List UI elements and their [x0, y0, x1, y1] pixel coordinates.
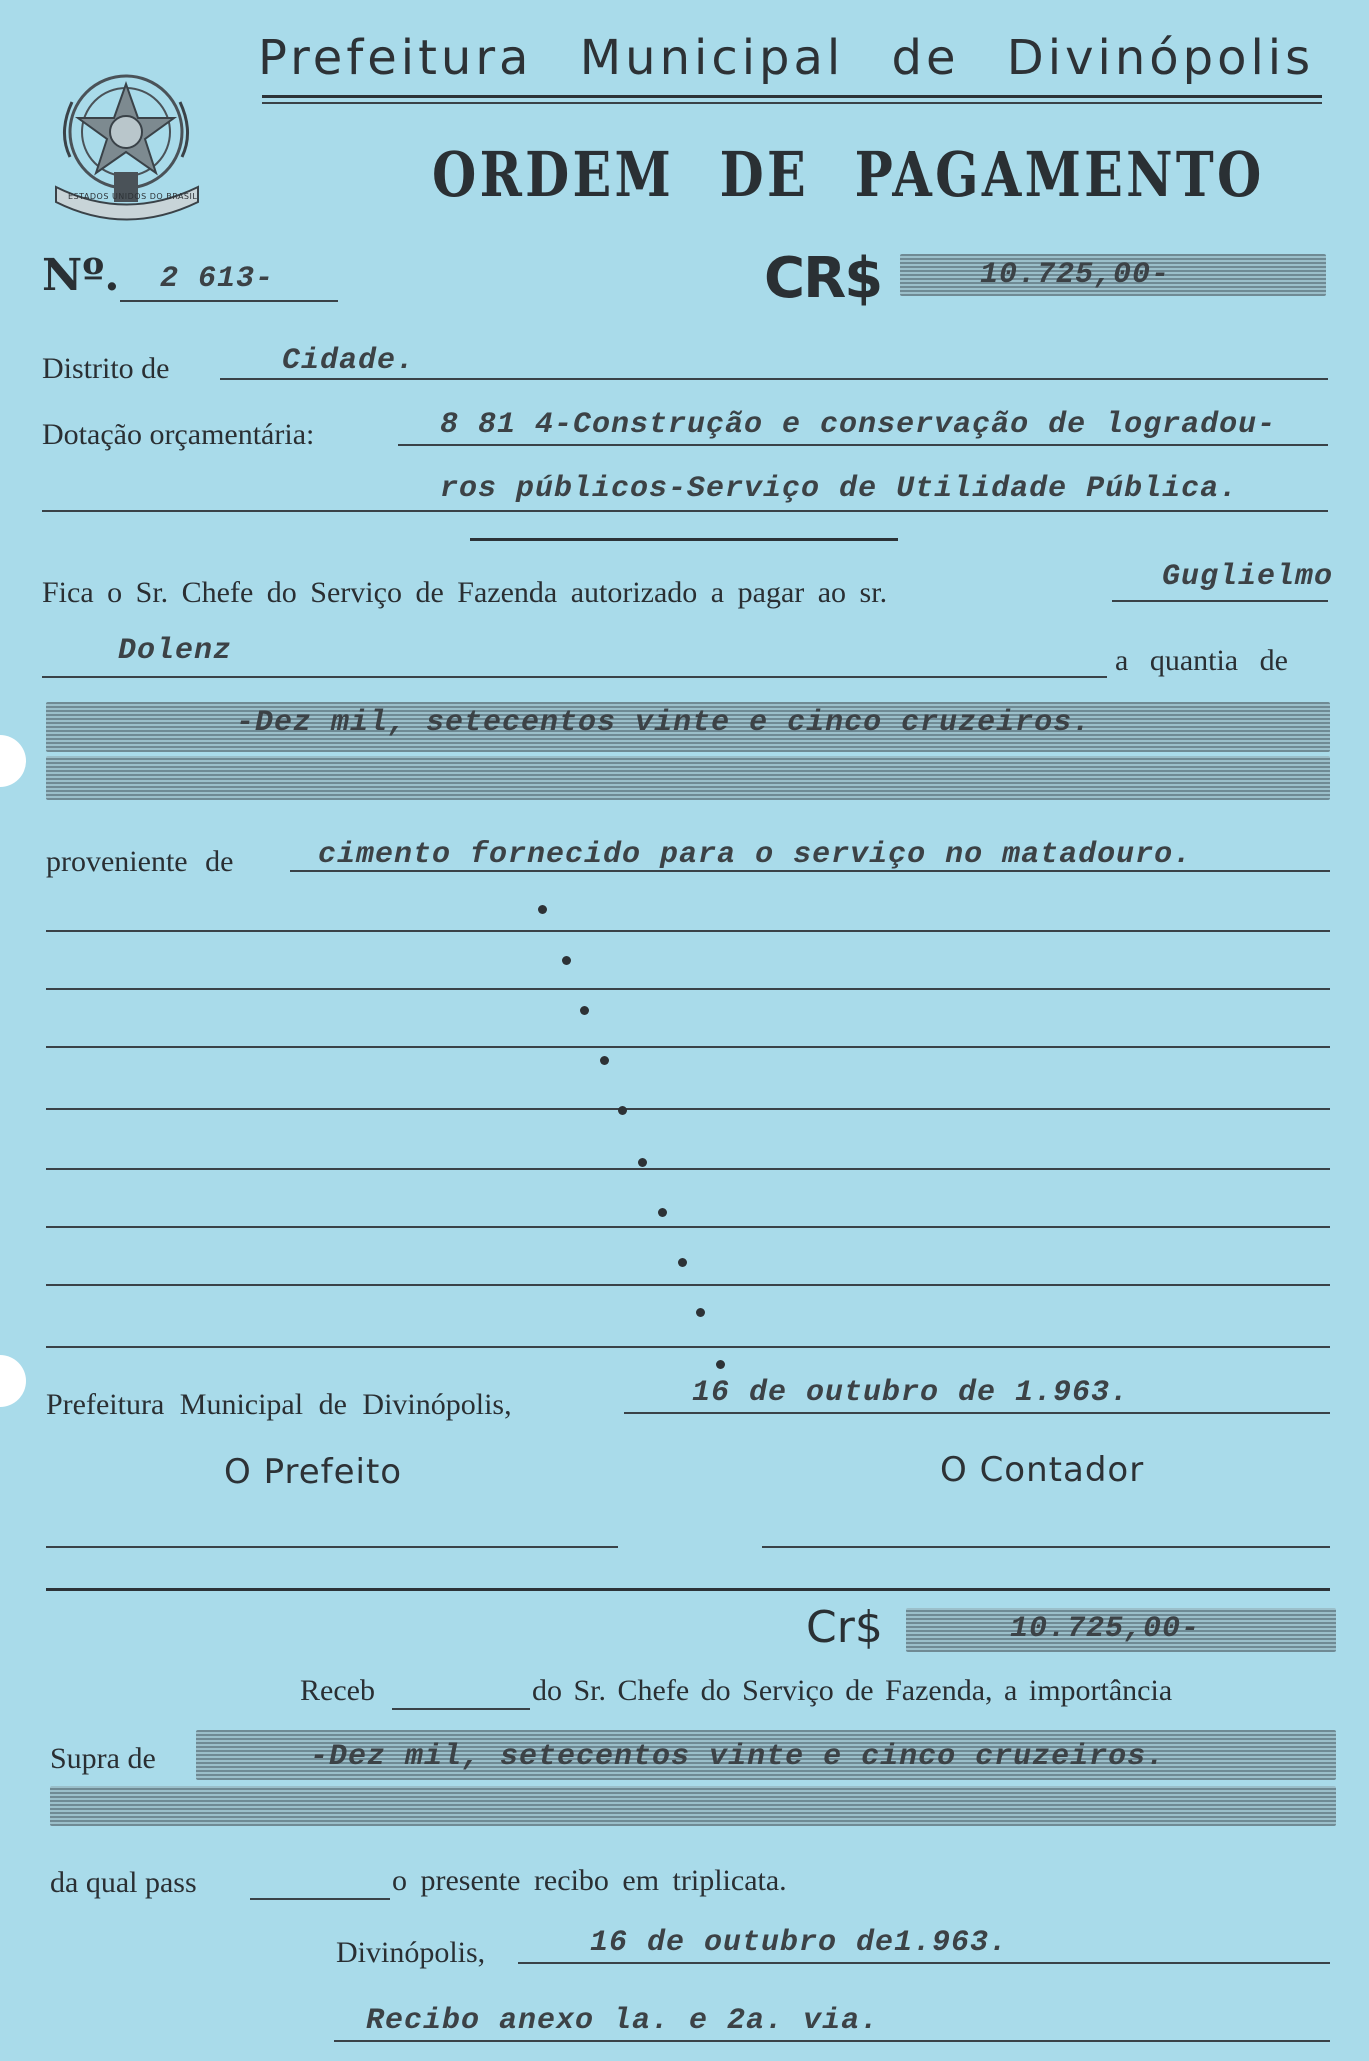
district-line — [220, 378, 1328, 380]
received-prefix: Receb — [300, 1674, 375, 1707]
receipt-date: 16 de outubro de1.963. — [590, 1926, 1009, 1960]
order-amount: 10.725,00- — [980, 258, 1171, 292]
receipt-date-line — [518, 1962, 1330, 1964]
blank-line — [46, 1226, 1330, 1228]
punch-hole — [0, 735, 26, 787]
currency-label: CR$ — [764, 246, 882, 311]
payee-first-name: Guglielmo — [1162, 560, 1334, 594]
receipt-amount: 10.725,00- — [1010, 1612, 1201, 1646]
receipt-note-line — [334, 2040, 1330, 2042]
coat-of-arms-seal — [48, 62, 208, 232]
order-number-label: Nº. — [42, 250, 120, 301]
blank-line — [46, 930, 1330, 932]
received-blank-line — [392, 1708, 530, 1710]
authorization-text: Fica o Sr. Chefe do Serviço de Fazenda autorizado a pagar ao sr. — [42, 576, 888, 609]
payee-line-1 — [1112, 600, 1328, 602]
amount-words-band-2 — [46, 756, 1330, 800]
origin-line — [290, 870, 1330, 872]
typed-dot — [716, 1360, 725, 1369]
date-line — [624, 1412, 1330, 1414]
typed-dot — [580, 1006, 589, 1015]
amount-label: a quantia de — [1115, 644, 1288, 677]
blank-line — [46, 1108, 1330, 1110]
receipt-currency-label: Cr$ — [806, 1602, 883, 1653]
typed-dot — [638, 1158, 647, 1167]
header-underline — [262, 95, 1322, 98]
order-number-line — [120, 300, 338, 302]
typed-dot — [600, 1056, 609, 1065]
seal-text: ESTADOS UNIDOS DO BRASIL — [68, 192, 198, 201]
blank-line — [46, 1046, 1330, 1048]
budget-line-2: ros públicos-Serviço de Utilidade Pública. — [440, 472, 1239, 506]
typed-dot — [562, 956, 571, 965]
typed-dot — [538, 905, 547, 914]
blank-line — [46, 988, 1330, 990]
budget-line-rule-1 — [398, 444, 1328, 446]
place-label: Prefeitura Municipal de Divinópolis, — [46, 1388, 512, 1421]
mayor-signature-line — [46, 1546, 618, 1548]
amount-in-words: -Dez mil, setecentos vinte e cinco cruzeiros. — [236, 706, 1092, 740]
district-label: Distrito de — [42, 352, 170, 385]
blank-line — [46, 1346, 1330, 1348]
supra-label: Supra de — [50, 1742, 156, 1775]
receipt-divider — [46, 1588, 1330, 1591]
document-title: ORDEM DE PAGAMENTO — [432, 138, 1265, 211]
section-divider — [470, 538, 898, 541]
blank-line — [46, 1284, 1330, 1286]
accountant-label: O Contador — [940, 1450, 1145, 1490]
accountant-signature-line — [762, 1546, 1330, 1548]
typed-dot — [618, 1106, 627, 1115]
mayor-label: O Prefeito — [224, 1452, 403, 1492]
blank-line — [46, 1168, 1330, 1170]
pass-blank-line — [250, 1898, 390, 1900]
budget-label: Dotação orçamentária: — [42, 418, 315, 451]
receipt-note: Recibo anexo la. e 2a. via. — [366, 2004, 880, 2038]
receipt-words-band-2 — [50, 1786, 1336, 1826]
pass-prefix: da qual pass — [50, 1866, 197, 1899]
payee-line-2 — [42, 676, 1107, 678]
origin-value: cimento fornecido para o serviço no matadouro. — [318, 838, 1193, 872]
order-date: 16 de outubro de 1.963. — [692, 1376, 1130, 1410]
municipality-header: Prefeitura Municipal de Divinópolis — [258, 30, 1315, 86]
budget-line-rule-2 — [42, 510, 1328, 512]
header-underline-thin — [262, 102, 1322, 104]
budget-line-1: 8 81 4-Construção e conservação de logradou- — [440, 408, 1277, 442]
receipt-amount-words: -Dez mil, setecentos vinte e cinco cruzeiros. — [310, 1740, 1166, 1774]
received-text: do Sr. Chefe do Serviço de Fazenda, a importância — [532, 1674, 1173, 1707]
district-value: Cidade. — [282, 344, 416, 378]
punch-hole — [0, 1355, 26, 1407]
typed-dot — [658, 1208, 667, 1217]
payee-last-name: Dolenz — [118, 634, 233, 668]
receipt-place-label: Divinópolis, — [336, 1936, 486, 1969]
order-number-value: 2 613- — [160, 262, 275, 296]
pass-text: o presente recibo em triplicata. — [392, 1864, 787, 1897]
typed-dot — [696, 1308, 705, 1317]
typed-dot — [678, 1258, 687, 1267]
origin-label: proveniente de — [46, 845, 234, 878]
